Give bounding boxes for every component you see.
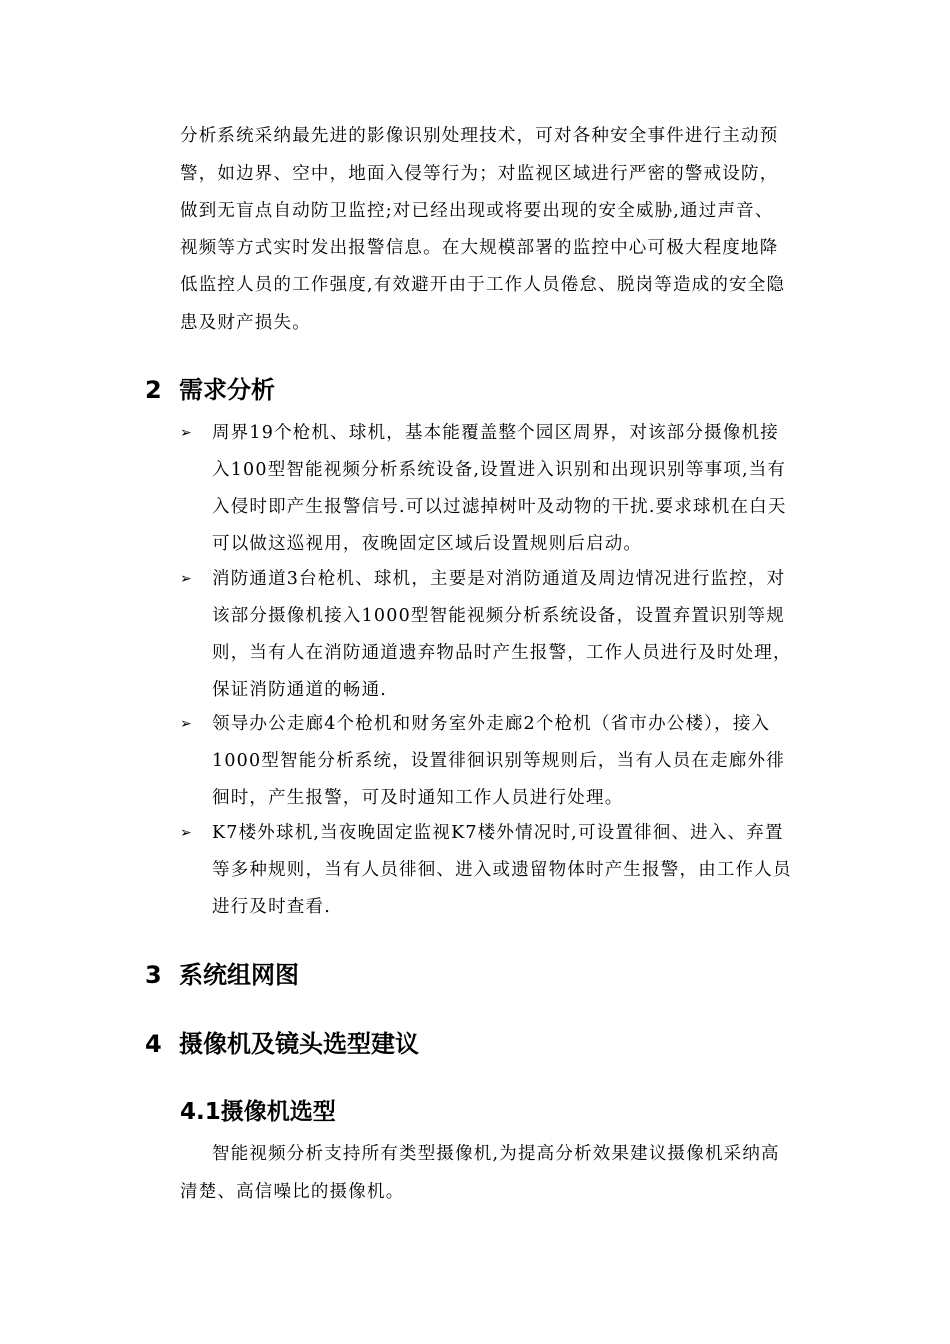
bullet-line: 等多种规则，当有人员徘徊、进入或遗留物体时产生报警，由工作人员 — [212, 860, 792, 880]
intro-line: 做到无盲点自动防卫监控;对已经出现或将要出现的安全威胁,通过声音、 — [180, 201, 774, 221]
section-heading-4 — [145, 1029, 419, 1059]
bullet-arrow-icon: ➢ — [180, 425, 192, 441]
intro-line: 警，如边界、空中，地面入侵等行为；对监视区域进行严密的警戒设防， — [180, 164, 779, 184]
intro-line: 分析系统采纳最先进的影像识别处理技术，可对各种安全事件进行主动预 — [180, 126, 779, 146]
bullet-line: 领导办公走廊4个枪机和财务室外走廊2个枪机（省市办公楼），接入 — [212, 714, 771, 734]
section-title: 摄像机及镜头选型建议 — [179, 1030, 419, 1058]
section-number: 2 — [145, 376, 162, 404]
bullet-arrow-icon: ➢ — [180, 716, 192, 732]
paragraph-line: 清楚、高信噪比的摄像机。 — [180, 1182, 405, 1202]
section-heading-3 — [145, 960, 299, 990]
bullet-line: 该部分摄像机接入1000型智能视频分析系统设备，设置弃置识别等规 — [212, 606, 785, 626]
section-number: 3 — [145, 961, 162, 989]
bullet-line: K7楼外球机,当夜晚固定监视K7楼外情况时,可设置徘徊、进入、弃置 — [212, 823, 784, 843]
bullet-line: 周界19个枪机、球机，基本能覆盖整个园区周界，对该部分摄像机接 — [212, 423, 779, 443]
section-title: 系统组网图 — [179, 961, 299, 989]
bullet-line: 进行及时查看. — [212, 897, 331, 917]
bullet-arrow-icon: ➢ — [180, 571, 192, 587]
bullet-line: 保证消防通道的畅通. — [212, 680, 388, 700]
section-title: 需求分析 — [179, 376, 275, 404]
bullet-line: 入100型智能视频分析系统设备,设置进入识别和出现识别等事项,当有 — [212, 460, 787, 480]
section-number: 4 — [145, 1030, 162, 1058]
intro-line: 患及财产损失。 — [180, 313, 311, 333]
bullet-line: 可以做这巡视用，夜晚固定区域后设置规则后启动。 — [212, 534, 643, 554]
bullet-line: 徊时，产生报警，可及时通知工作人员进行处理。 — [212, 788, 624, 808]
intro-line: 视频等方式实时发出报警信息。在大规模部署的监控中心可极大程度地降 — [180, 238, 779, 258]
intro-line: 低监控人员的工作强度,有效避开由于工作人员倦怠、脱岗等造成的安全隐 — [180, 275, 786, 295]
bullet-line: 则，当有人在消防通道遗弃物品时产生报警，工作人员进行及时处理， — [212, 643, 792, 663]
section-heading-2 — [145, 375, 275, 405]
bullet-arrow-icon: ➢ — [180, 825, 192, 841]
bullet-line: 消防通道3台枪机、球机，主要是对消防通道及周边情况进行监控，对 — [212, 569, 786, 589]
subsection-heading-4-1: 4.1摄像机选型 — [180, 1099, 336, 1125]
bullet-line: 1000型智能分析系统，设置徘徊识别等规则后，当有人员在走廊外徘 — [212, 751, 785, 771]
paragraph-line: 智能视频分析支持所有类型摄像机,为提高分析效果建议摄像机采纳高 — [212, 1144, 780, 1164]
bullet-line: 入侵时即产生报警信号.可以过滤掉树叶及动物的干扰.要求球机在白天 — [212, 497, 787, 517]
